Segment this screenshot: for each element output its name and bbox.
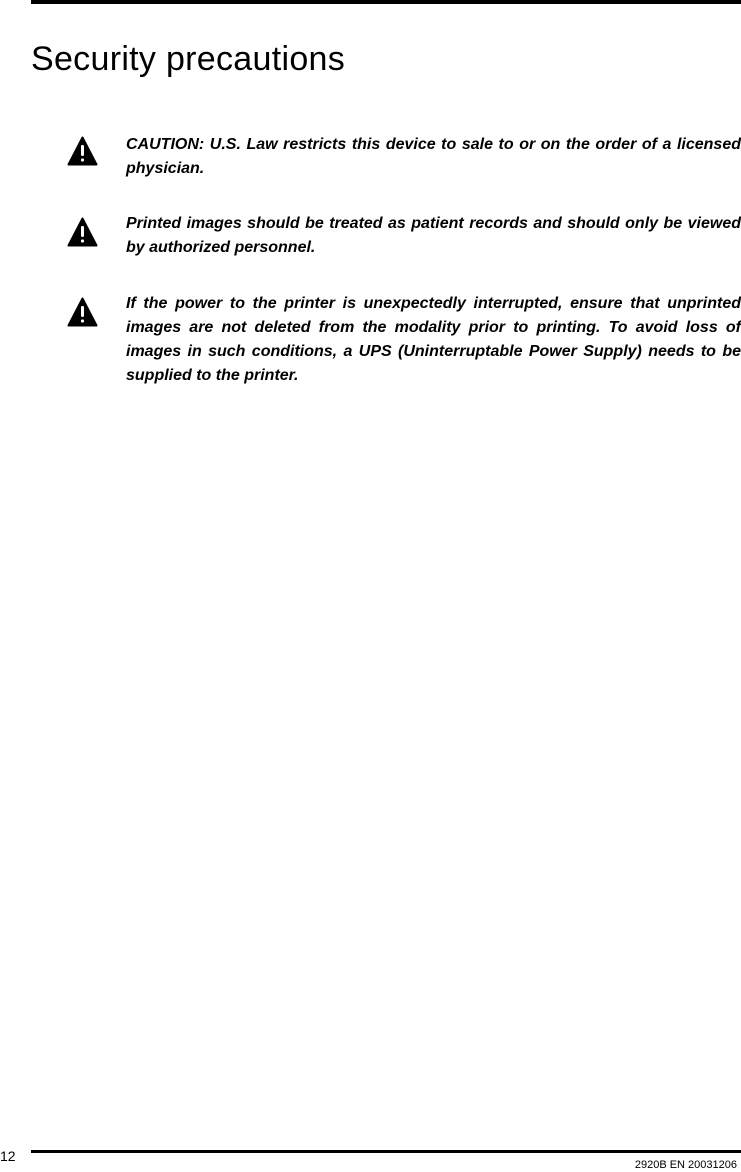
warning-triangle-icon (67, 136, 98, 166)
bottom-rule (31, 1150, 741, 1153)
document-code: 2920B EN 20031206 (634, 1159, 737, 1171)
top-rule (31, 0, 741, 4)
notice-text: Printed images should be treated as patient records and should only be viewed by authorized personnel. (126, 215, 741, 256)
notice-text: If the power to the printer is unexpectedly interrupted, ensure that unprinted images are not deleted from the modality prior to printing. To avoid loss of images in such conditions, a UPS (Uninterruptable Power Supply) needs to be supplied to the printer. (126, 295, 741, 384)
warning-triangle-icon (67, 217, 98, 247)
page-number: 12 (0, 1148, 16, 1164)
page-title: Security precautions (31, 40, 346, 78)
notice-text: CAUTION: U.S. Law restricts this device to sale to or on the order of a licensed physician. (126, 136, 741, 177)
warning-triangle-icon (67, 297, 98, 327)
